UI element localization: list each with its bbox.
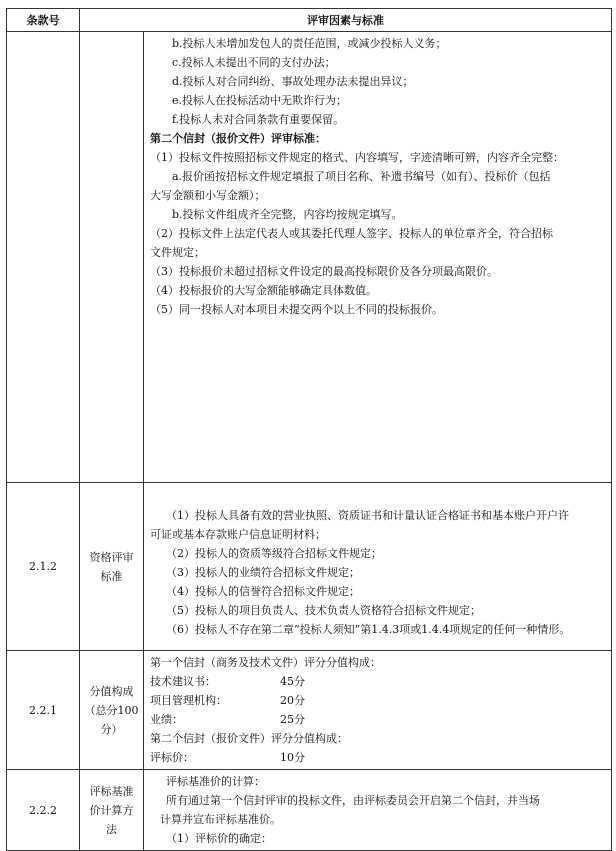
- clause-label-cell: [80, 32, 144, 483]
- clause-label-cell: 评标基准价计算方法: [80, 770, 144, 851]
- criteria-line: （1）投标文件按照招标文件规定的格式、内容填写，字迹清晰可辨，内容齐全完整：: [150, 151, 564, 164]
- table-row: [7, 651, 612, 770]
- criteria-line: f.投标人未对合同条款有重要保留。: [172, 113, 345, 126]
- criteria-line: （2）投标人的资质等级符合招标文件规定；: [166, 547, 382, 560]
- criteria-line: （3）投标人的业绩符合招标文件规定；: [166, 566, 360, 579]
- score-item: [150, 672, 607, 691]
- table-row: [7, 483, 612, 651]
- clause-number-cell: 2.2.2: [7, 770, 80, 851]
- criteria-line: （6）投标人不存在第二章“投标人须知”第1.4.3项或1.4.4项规定的任何一种情形。: [166, 623, 571, 636]
- criteria-line: 第二个信封（报价文件）评审标准：: [150, 132, 326, 145]
- score-item: [150, 710, 607, 729]
- header-clause-number: 条款号: [7, 9, 80, 32]
- clause-label-cell: 资格评审标准: [80, 483, 144, 651]
- score-item-value: 25分: [280, 713, 305, 726]
- score-item-value: 10分: [280, 751, 305, 764]
- clause-label-cell: 分值构成（总分100分）: [80, 651, 144, 770]
- criteria-line: b.投标人未增加发包人的责任范围，或减少投标人义务；: [172, 37, 447, 50]
- criteria-line: （5）同一投标人对本项目未提交两个以上不同的投标报价。: [150, 303, 443, 316]
- criteria-line: （4）投标人的信誉符合招标文件规定；: [166, 585, 360, 598]
- criteria-line: （1）评标价的确定：: [166, 832, 272, 845]
- criteria-cell: [144, 770, 612, 851]
- score-item-value: 20分: [280, 694, 305, 707]
- score-heading-1: 第一个信封（商务及技术文件）评分分值构成：: [150, 656, 381, 669]
- score-item: [150, 748, 607, 767]
- header-criteria: 评审因素与标准: [80, 9, 612, 32]
- criteria-line: a.报价函按招标文件规定填报了项目名称、补遗书编号（如有）、投标价（包括: [172, 170, 551, 183]
- criteria-line: （1）投标人具备有效的营业执照、资质证书和计量认证合格证书和基本账户开户许: [166, 509, 569, 522]
- criteria-line: 文件规定；: [150, 246, 205, 259]
- criteria-line: （5）投标人的项目负责人、技术负责人资格符合招标文件规定；: [166, 604, 481, 617]
- criteria-line: d.投标人对合同纠纷、事故处理办法未提出异议；: [172, 75, 414, 88]
- table-row: [7, 770, 612, 851]
- criteria-line: （2）投标文件上法定代表人或其委托代理人签字、投标人的单位章齐全，符合招标: [150, 227, 553, 240]
- criteria-line: e.投标人在投标活动中无欺诈行为；: [172, 94, 348, 107]
- criteria-cell: [144, 651, 612, 770]
- score-item: [150, 691, 607, 710]
- criteria-line: 所有通过第一个信封评审的投标文件，由评标委员会开启第二个信封，并当场: [166, 794, 540, 807]
- clause-number-cell: 2.1.2: [7, 483, 80, 651]
- table-row: [7, 32, 612, 483]
- clause-number-cell: [7, 32, 80, 483]
- evaluation-table: [6, 8, 612, 851]
- criteria-line: （4）投标报价的大写金额能够确定具体数值。: [150, 284, 377, 297]
- criteria-line: b.投标文件组成齐全完整，内容均按规定填写。: [172, 208, 403, 221]
- criteria-cell: [144, 483, 612, 651]
- criteria-line: c.投标人未提出不同的支付办法；: [172, 56, 336, 69]
- criteria-line: 大写金额和小写金额）；: [150, 189, 266, 202]
- score-item-value: 45分: [280, 675, 305, 688]
- criteria-line: （3）投标报价未超过招标文件设定的最高投标限价及各分项最高限价。: [150, 265, 498, 278]
- criteria-cell: [144, 32, 612, 483]
- clause-number-cell: 2.2.1: [7, 651, 80, 770]
- score-item-name: 技术建议书：: [150, 675, 216, 688]
- score-item-name: 业绩：: [150, 713, 183, 726]
- criteria-line: 可证或基本存款账户信息证明材料；: [150, 528, 326, 541]
- table-header-row: [7, 9, 612, 32]
- criteria-line: 计算并宣布评标基准价。: [160, 813, 281, 826]
- score-item-name: 评标价：: [150, 751, 194, 764]
- score-heading-2: 第二个信封（报价文件）评分分值构成：: [150, 732, 348, 745]
- score-item-name: 项目管理机构：: [150, 694, 227, 707]
- criteria-line: 评标基准价的计算：: [166, 775, 265, 788]
